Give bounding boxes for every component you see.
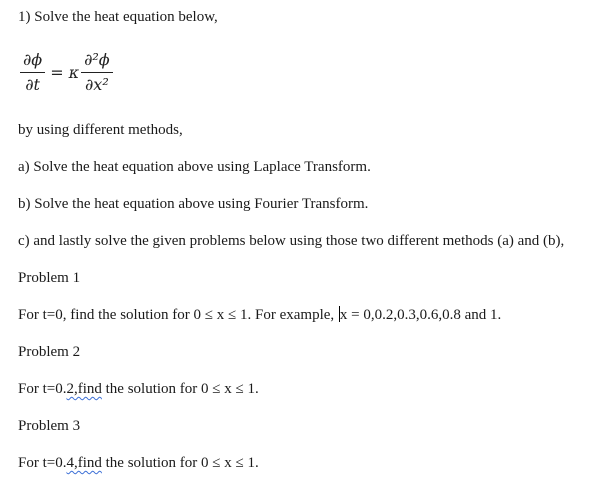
problem3-text	[18, 454, 259, 472]
problem2-text	[18, 380, 259, 398]
lhs-numerator: ∂ϕ	[23, 49, 43, 69]
problem1-title: Problem 1	[18, 270, 81, 286]
rhs-numerator: ∂²ϕ	[84, 49, 110, 69]
methods-text: by using different methods,	[18, 122, 183, 138]
rhs-denominator: ∂x²	[85, 74, 109, 94]
problem3-text-end: the solution for 0 ≤ x ≤ 1.	[101, 455, 259, 471]
problem1-text	[18, 306, 501, 324]
part-c-text: c) and lastly solve the given problems below using those two different methods (a) and (b),	[18, 233, 565, 249]
lhs-fraction	[20, 50, 45, 95]
kappa-symbol: κ	[68, 62, 80, 82]
heat-equation	[20, 42, 113, 102]
problem2-text-start: For t=0.	[18, 381, 67, 397]
problem1-text-start: For t=0, find the solution for 0 ≤ x ≤ 1. For example,	[18, 307, 338, 323]
problem3-spellcheck-word[interactable]: 4,find	[66, 455, 102, 471]
problem2-text-end: the solution for 0 ≤ x ≤ 1.	[101, 381, 259, 397]
problem1-text-values: x = 0,0.2,0.3,0.6,0.8 and 1.	[339, 307, 502, 323]
part-b-text: b) Solve the heat equation above using Fourier Transform.	[18, 196, 369, 212]
part-a-text: a) Solve the heat equation above using Laplace Transform.	[18, 159, 371, 175]
rhs-fraction	[81, 50, 113, 95]
problem3-text-start: For t=0.	[18, 455, 67, 471]
question-intro: 1) Solve the heat equation below,	[18, 9, 218, 25]
lhs-denominator: ∂t	[25, 74, 40, 94]
problem2-spellcheck-word[interactable]: 2,find	[66, 381, 102, 397]
problem3-title: Problem 3	[18, 418, 81, 434]
equals-sign: =	[50, 62, 64, 82]
problem2-title: Problem 2	[18, 344, 81, 360]
